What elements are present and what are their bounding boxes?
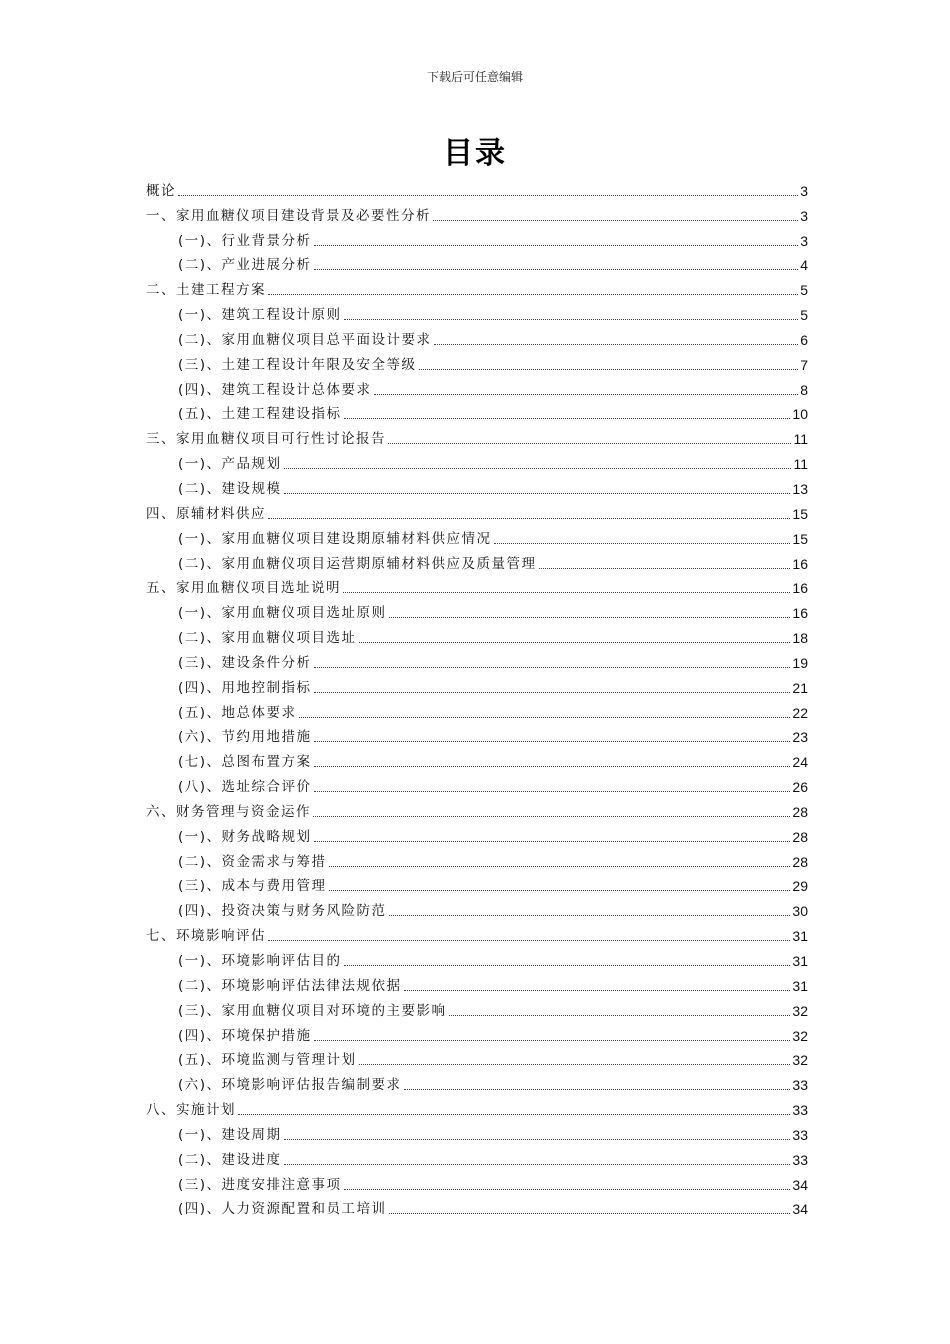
toc-entry-page: 15 [792,505,808,522]
toc-entry-label: (二)、家用血糖仪项目运营期原辅材料供应及质量管理 [178,555,537,572]
toc-leader-dots [284,1164,791,1165]
toc-entry-label: (六)、环境影响评估报告编制要求 [178,1077,402,1094]
toc-entry-page: 33 [792,1151,808,1168]
toc-leader-dots [268,294,798,295]
toc-entry-page: 11 [793,456,808,473]
toc-entry[interactable] [146,895,808,920]
toc-leader-dots [268,518,790,519]
toc-entry[interactable] [146,374,808,399]
toc-entry[interactable] [146,1194,808,1219]
toc-entry-page: 28 [792,803,808,820]
toc-leader-dots [374,394,799,395]
toc-entry-page: 30 [792,903,808,920]
page-title: 目录 [443,136,507,171]
toc-entry-label: (一)、家用血糖仪项目建设期原辅材料供应情况 [178,530,492,547]
toc-entry-page: 26 [792,779,808,796]
toc-entry-page: 33 [792,1077,808,1094]
toc-entry[interactable] [146,871,808,896]
toc-entry-label: (八)、选址综合评价 [178,779,312,796]
toc-entry-page: 3 [800,207,808,224]
toc-entry-label: (六)、节约用地措施 [178,729,312,746]
toc-entry-page: 31 [792,977,808,994]
toc-entry[interactable] [146,1045,808,1070]
toc-leader-dots [344,1189,791,1190]
toc-entry[interactable] [146,175,808,200]
toc-entry[interactable] [146,225,808,250]
toc-entry-label: (四)、建筑工程设计总体要求 [178,381,372,398]
toc-entry-page: 34 [792,1176,808,1193]
toc-entry[interactable] [146,423,808,448]
toc-entry-label: (五)、土建工程建设指标 [178,406,342,423]
toc-entry-page: 7 [800,356,808,373]
toc-leader-dots [359,642,791,643]
toc-leader-dots [389,915,791,916]
toc-leader-dots [284,468,792,469]
toc-entry-label: (二)、资金需求与筹措 [178,853,327,870]
toc-leader-dots [388,443,791,444]
toc-entry[interactable] [146,920,808,945]
toc-entry-page: 29 [792,878,808,895]
toc-entry[interactable] [146,821,808,846]
toc-leader-dots [314,269,799,270]
toc-entry-page: 10 [792,406,808,423]
toc-leader-dots [343,592,790,593]
toc-entry-page: 33 [792,1126,808,1143]
toc-leader-dots [494,543,791,544]
toc-entry-page: 28 [792,853,808,870]
toc-leader-dots [359,1064,791,1065]
toc-entry-page: 16 [792,605,808,622]
toc-leader-dots [329,890,791,891]
toc-entry-page: 31 [792,953,808,969]
toc-entry-page: 32 [792,1027,808,1044]
toc-entry-label: 七、环境影响评估 [146,928,266,945]
toc-entry-label: (一)、家用血糖仪项目选址原则 [178,605,387,622]
toc-leader-dots [404,1089,791,1090]
toc-entry-label: 四、原辅材料供应 [146,505,266,522]
toc-entry[interactable] [146,846,808,871]
toc-entry-page: 34 [792,1201,808,1218]
toc-entry-label: 概论 [146,182,176,199]
toc-leader-dots [314,1040,791,1041]
toc-entry-label: (三)、土建工程设计年限及安全等级 [178,356,417,373]
toc-entry[interactable] [146,995,808,1020]
toc-entry-label: 三、家用血糖仪项目可行性讨论报告 [146,431,386,448]
toc-entry[interactable] [146,299,808,324]
toc-entry-label: (七)、总图布置方案 [178,754,312,771]
toc-entry[interactable] [146,697,808,722]
toc-entry-label: (五)、地总体要求 [178,704,297,721]
toc-entry-label: (一)、环境影响评估目的 [178,953,342,969]
toc-entry[interactable] [146,1020,808,1045]
toc-entry-label: (二)、家用血糖仪项目总平面设计要求 [178,331,432,348]
toc-entry[interactable] [146,1069,808,1094]
toc-leader-dots [284,1139,791,1140]
toc-entry-page: 18 [792,630,808,647]
toc-leader-dots [238,1114,790,1115]
toc-entry-label: (三)、建设条件分析 [178,654,312,671]
toc-entry[interactable] [146,498,808,523]
toc-leader-dots [178,195,798,196]
toc-leader-dots [419,369,799,370]
toc-entry[interactable] [146,349,808,374]
toc-entry[interactable] [146,945,808,970]
toc-entry-label: 六、财务管理与资金运作 [146,803,311,820]
toc-leader-dots [433,220,798,221]
toc-entry-page: 24 [792,754,808,771]
toc-entry[interactable] [146,200,808,225]
toc-entry[interactable] [146,672,808,697]
toc-leader-dots [449,1015,791,1016]
toc-entry[interactable] [146,647,808,672]
toc-entry-page: 8 [800,381,808,398]
toc-entry-page: 3 [800,232,808,249]
toc-entry-page: 5 [800,307,808,324]
toc-entry-page: 33 [792,1102,808,1119]
toc-leader-dots [314,741,791,742]
toc-entry-page: 19 [792,654,808,671]
toc-entry[interactable] [146,324,808,349]
toc-leader-dots [314,766,791,767]
toc-leader-dots [268,940,790,941]
toc-entry[interactable] [146,722,808,747]
toc-leader-dots [284,493,791,494]
toc-entry-label: (三)、成本与费用管理 [178,878,327,895]
toc-leader-dots [344,965,791,966]
toc-entry-page: 16 [792,580,808,597]
toc-entry-page: 11 [793,431,808,448]
toc-leader-dots [329,866,791,867]
toc-entry-label: 二、土建工程方案 [146,282,266,299]
toc-leader-dots [314,791,791,792]
toc-entry-page: 32 [792,1002,808,1019]
toc-leader-dots [314,841,791,842]
toc-entry-page: 15 [792,530,808,547]
toc-entry[interactable] [146,597,808,622]
toc-entry-label: (一)、建筑工程设计原则 [178,307,342,324]
toc-entry-page: 31 [792,928,808,945]
toc-entry-page: 5 [800,282,808,299]
toc-entry-page: 16 [792,555,808,572]
toc-entry[interactable] [146,523,808,548]
toc-entry-label: (一)、财务战略规划 [178,828,312,845]
toc-entry-label: (一)、产品规划 [178,456,282,473]
toc-leader-dots [389,1213,791,1214]
toc-leader-dots [389,617,791,618]
toc-entry-label: (五)、环境监测与管理计划 [178,1052,357,1069]
toc-leader-dots [404,990,791,991]
toc-leader-dots [299,717,791,718]
toc-entry[interactable] [146,448,808,473]
toc-leader-dots [313,816,790,817]
toc-entry-page: 22 [792,704,808,721]
toc-entry-page: 28 [792,828,808,845]
toc-entry-label: (二)、家用血糖仪项目选址 [178,630,357,647]
toc-entry-label: (四)、用地控制指标 [178,679,312,696]
page-header: 下载后可任意编辑 [426,70,523,84]
toc-entry-label: (二)、环境影响评估法律法规依据 [178,977,402,994]
toc-entry-page: 21 [792,679,808,696]
toc-entry[interactable] [146,274,808,299]
toc-entry-label: 一、家用血糖仪项目建设背景及必要性分析 [146,207,431,224]
toc-entry-page: 32 [792,1052,808,1069]
toc-entry-page: 6 [800,331,808,348]
toc-leader-dots [314,245,799,246]
toc-entry-label: (四)、人力资源配置和员工培训 [178,1201,387,1218]
toc-entry[interactable] [146,1119,808,1144]
toc-entry[interactable] [146,622,808,647]
toc-entry-label: (二)、建设进度 [178,1151,282,1168]
toc-entry-page: 23 [792,729,808,746]
toc-entry[interactable] [146,970,808,995]
toc-entry-page: 4 [800,257,808,274]
toc-entry[interactable] [146,1169,808,1194]
toc-entry[interactable] [146,473,808,498]
toc-leader-dots [434,344,799,345]
toc-entry-page: 13 [792,480,808,497]
toc-entry[interactable] [146,1094,808,1119]
toc-entry-label: (三)、进度安排注意事项 [178,1176,342,1193]
toc-entry[interactable] [146,399,808,424]
toc-entry[interactable] [146,1144,808,1169]
toc-entry[interactable] [146,573,808,598]
toc-entry-label: (一)、行业背景分析 [178,232,312,249]
toc-leader-dots [314,692,791,693]
toc-entry[interactable] [146,746,808,771]
toc-entry-label: 八、实施计划 [146,1102,236,1119]
toc-entry-label: (二)、产业进展分析 [178,257,312,274]
toc-entry[interactable] [146,771,808,796]
toc-entry[interactable] [146,796,808,821]
toc-entry[interactable] [146,250,808,275]
toc-entry-label: (四)、投资决策与财务风险防范 [178,903,387,920]
toc-entry[interactable] [146,548,808,573]
toc-entry-label: (四)、环境保护措施 [178,1027,312,1044]
toc-leader-dots [314,667,791,668]
toc-entry-label: (二)、建设规模 [178,480,282,497]
toc-leader-dots [344,319,799,320]
toc-entry-page: 3 [800,182,808,199]
table-of-contents [146,175,808,1218]
toc-entry-label: (一)、建设周期 [178,1126,282,1143]
toc-entry-label: (三)、家用血糖仪项目对环境的主要影响 [178,1002,447,1019]
toc-leader-dots [344,418,791,419]
toc-entry-label: 五、家用血糖仪项目选址说明 [146,580,341,597]
toc-leader-dots [539,568,791,569]
